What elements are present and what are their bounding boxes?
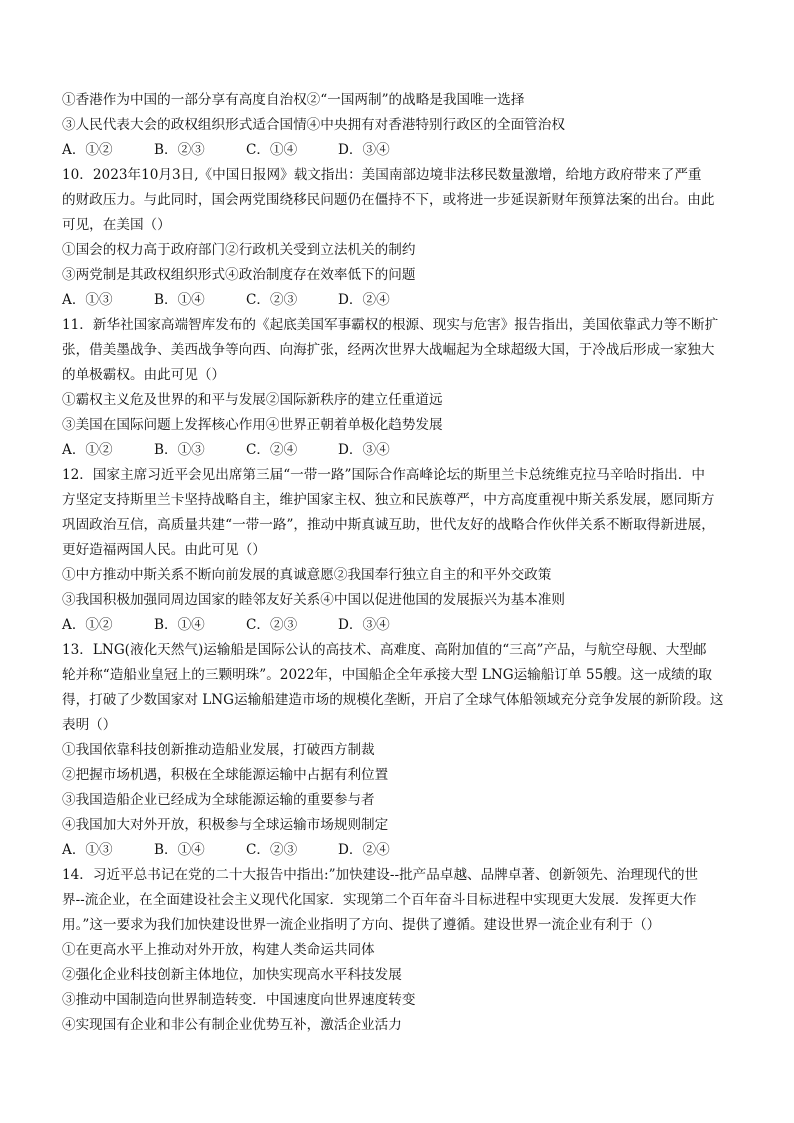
answer-option: B．①③	[154, 442, 205, 458]
question-text-line: 用。”这一要求为我们加快建设世界一流企业指明了方向、提供了遵循。建设世界一流企业有利于（）	[62, 917, 661, 933]
question-text-line: 轮并称“造船业皇冠上的三颗明珠”。2022年，中国船企全年承接大型 LNG运输船订单 55艘。这一成绩的取	[62, 667, 712, 683]
answer-option: C．②④	[246, 442, 298, 458]
exam-page	[62, 88, 740, 1038]
answer-option: C．①④	[246, 142, 298, 158]
answer-options	[62, 288, 740, 313]
answer-option: D．②④	[338, 842, 390, 858]
answer-options	[62, 138, 740, 163]
statement-line: ③推动中国制造向世界制造转变．中国速度向世界速度转变	[62, 992, 416, 1008]
statement-list	[62, 238, 740, 288]
answer-option: C．②③	[246, 617, 298, 633]
statement-list	[62, 938, 740, 1038]
statement-line: ③我国造船企业已经成为全球能源运输的重要参与者	[62, 792, 375, 808]
answer-option: B．①④	[154, 617, 205, 633]
answer-option: D．③④	[338, 142, 390, 158]
answer-option: A．①③	[62, 292, 113, 308]
statement-list	[62, 738, 740, 838]
answer-option: A．①②	[62, 142, 113, 158]
answer-option: D．③④	[338, 442, 390, 458]
statement-list	[62, 388, 740, 438]
answer-option: B．①④	[154, 842, 205, 858]
statement-line: ①国会的权力高于政府部门②行政机关受到立法机关的制约	[62, 242, 416, 258]
question-text-line: 更好造福两国人民。由此可见（）	[62, 542, 266, 558]
answer-option: D．③④	[338, 617, 390, 633]
answer-option: A．①②	[62, 617, 113, 633]
question-stem	[62, 463, 740, 563]
question-text-line: 10．2023年10月3日,《中国日报网》载文指出：美国南部边境非法移民数量激增，给地方政府带来了严重	[62, 167, 702, 183]
answer-options	[62, 838, 740, 863]
answer-option: C．②③	[246, 292, 298, 308]
statement-list	[62, 88, 740, 138]
question-text-line: 表明（）	[62, 717, 117, 733]
question-stem	[62, 638, 740, 738]
statement-line: ③两党制是其政权组织形式④政治制度存在效率低下的问题	[62, 267, 416, 283]
statement-line: ②强化企业科技创新主体地位，加快实现高水平科技发展	[62, 967, 402, 983]
statement-line: ③我国积极加强同周边国家的睦邻友好关系④中国以促进他国的发展振兴为基本准则	[62, 592, 565, 608]
answer-options	[62, 613, 740, 638]
statement-line: ①中方推动中斯关系不断向前发展的真诚意愿②我国奉行独立自主的和平外交政策	[62, 567, 552, 583]
question-text-line: 得，打破了少数国家对 LNG运输船建造市场的规模化垄断，开启了全球气体船领域充分竞争发展的新阶段。这	[62, 692, 724, 708]
statement-line: ③美国在国际问题上发挥核心作用④世界正朝着单极化趋势发展	[62, 417, 443, 433]
statement-line: ①霸权主义危及世界的和平与发展②国际新秩序的建立任重道远	[62, 392, 443, 408]
answer-option: A．①③	[62, 842, 113, 858]
question-text-line: 方坚定支持斯里兰卡坚持战略自主，维护国家主权、独立和民族尊严，中方高度重视中斯关系发展，愿同斯方	[62, 492, 715, 508]
statement-line: ④我国加大对外开放，积极参与全球运输市场规则制定	[62, 817, 389, 833]
answer-option: C．②③	[246, 842, 298, 858]
question-stem	[62, 313, 740, 388]
statement-list	[62, 563, 740, 613]
question-text-line: 12．国家主席习近平会见出席第三届“一带一路”国际合作高峰论坛的斯里兰卡总统维克拉马辛哈时指出．中	[62, 467, 705, 483]
answer-option: A．①②	[62, 442, 113, 458]
question-text-line: 界--流企业，在全面建设社会主义现代化国家．实现第二个百年奋斗目标进程中实现更大发展．发挥更大作	[62, 892, 697, 908]
statement-line: ②把握市场机遇，积极在全球能源运输中占据有利位置	[62, 767, 389, 783]
question-text-line: 巩固政治互信，高质量共建“一带一路”，推动中斯真诚互助，世代友好的战略合作伙伴关系不断取得新进展，	[62, 517, 715, 533]
statement-line: ④实现国有企业和非公有制企业优势互补，激活企业活力	[62, 1017, 402, 1033]
answer-option: B．①④	[154, 292, 205, 308]
answer-option: B．②③	[154, 142, 205, 158]
question-text-line: 14．习近平总书记在党的二十大报告中指出:”加快建设--批产品卓越、品牌卓著、创新领先、治理现代的世	[62, 867, 699, 883]
question-text-line: 13．LNG(液化天然气)运输船是国际公认的高技术、高难度、高附加值的“三高”产品，与航空母舰、大型邮	[62, 642, 707, 658]
question-stem	[62, 863, 740, 938]
statement-line: ①在更高水平上推动对外开放，构建人类命运共同体	[62, 942, 375, 958]
question-stem	[62, 163, 740, 238]
question-text-line: 的单极霸权。由此可见（）	[62, 367, 226, 383]
question-text-line: 的财政压力。与此同时，国会两党围绕移民问题仍在僵持不下，或将进一步延误新财年预算法案的出台。由此	[62, 192, 715, 208]
question-text-line: 可见，在美国（）	[62, 217, 171, 233]
question-text-line: 11．新华社国家高端智库发布的《起底美国军事霸权的根源、现实与危害》报告指出，美国依靠武力等不断扩	[62, 317, 719, 333]
statement-line: ①香港作为中国的一部分享有高度自治权②“一国两制”的战略是我国唯一选择	[62, 92, 525, 108]
answer-options	[62, 438, 740, 463]
answer-option: D．②④	[338, 292, 390, 308]
statement-line: ①我国依靠科技创新推动造船业发展，打破西方制裁	[62, 742, 375, 758]
question-text-line: 张，借美墨战争、美西战争等向西、向海扩张，经两次世界大战崛起为全球超级大国，于冷战后形成一家独大	[62, 342, 715, 358]
statement-line: ③人民代表大会的政权组织形式适合国情④中央拥有对香港特别行政区的全面管治权	[62, 117, 565, 133]
